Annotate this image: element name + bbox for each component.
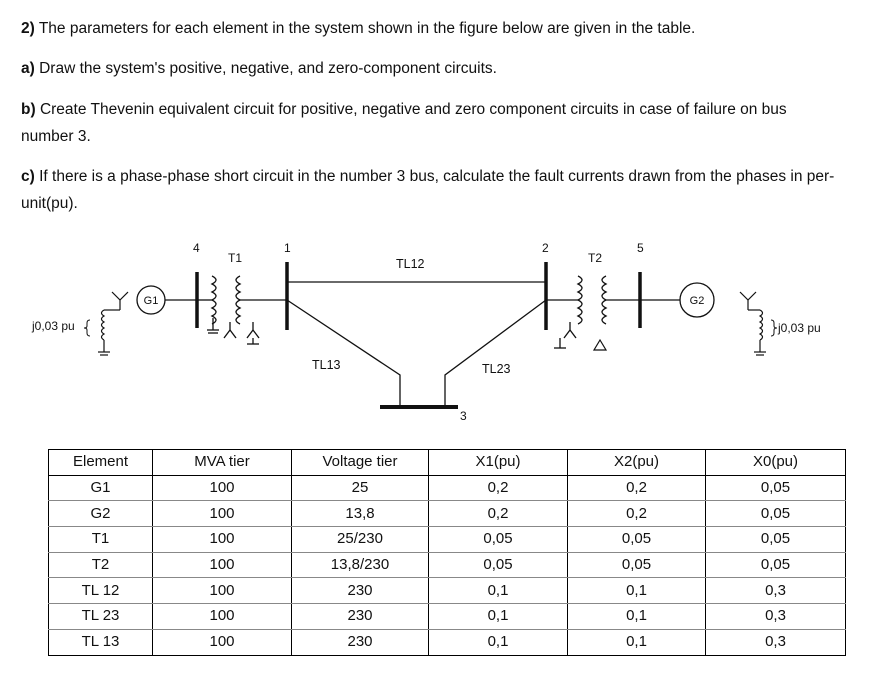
table-cell: T2 <box>49 552 153 578</box>
table-cell: 0,1 <box>568 629 706 655</box>
right-impedance-label: j0,03 pu <box>778 321 821 335</box>
table-cell: 13,8/230 <box>292 552 429 578</box>
table-row <box>49 629 846 655</box>
header-x2: X2(pu) <box>568 450 706 476</box>
table-row <box>49 527 846 553</box>
g1-label: G1 <box>143 295 159 307</box>
part-a-label: a) <box>21 60 35 77</box>
table-row <box>49 475 846 501</box>
t2-label: T2 <box>588 251 603 265</box>
line-tl23 <box>445 300 546 407</box>
bus-5-label: 5 <box>637 241 644 255</box>
table-cell: 230 <box>292 578 429 604</box>
table-cell: TL 13 <box>49 629 153 655</box>
g2-label: G2 <box>689 295 705 307</box>
table-cell: 25 <box>292 475 429 501</box>
table-cell: 100 <box>153 527 292 553</box>
table-cell: 0,2 <box>568 501 706 527</box>
one-line-diagram <box>0 225 872 430</box>
g2-grounding-wye-icon <box>740 292 766 355</box>
table-cell: TL 12 <box>49 578 153 604</box>
table-row <box>49 501 846 527</box>
table-cell: 0,1 <box>429 629 568 655</box>
table-cell: 0,05 <box>568 552 706 578</box>
table-cell: 0,2 <box>429 501 568 527</box>
table-cell: TL 23 <box>49 604 153 630</box>
table-cell: 0,05 <box>706 552 846 578</box>
table-cell: 230 <box>292 604 429 630</box>
part-a-text: Draw the system's positive, negative, and zero-component circuits. <box>34 60 497 77</box>
t1-label: T1 <box>228 251 243 265</box>
table-cell: 100 <box>153 501 292 527</box>
tl23-label: TL23 <box>482 362 511 376</box>
table-cell: 0,05 <box>429 552 568 578</box>
part-b-label: b) <box>21 101 36 118</box>
table-row <box>49 604 846 630</box>
part-a <box>21 55 841 82</box>
table-cell: 100 <box>153 578 292 604</box>
tl13-label: TL13 <box>312 358 341 372</box>
table-cell: 0,3 <box>706 629 846 655</box>
line-tl13 <box>287 300 400 407</box>
table-cell: 0,05 <box>706 475 846 501</box>
table-cell: 0,05 <box>429 527 568 553</box>
question-header <box>21 15 841 42</box>
table-cell: 0,2 <box>568 475 706 501</box>
table-cell: 0,05 <box>706 501 846 527</box>
question-number: 2) <box>21 20 35 37</box>
header-x1: X1(pu) <box>429 450 568 476</box>
bus-1-label: 1 <box>284 241 291 255</box>
table-cell: 25/230 <box>292 527 429 553</box>
part-c <box>21 163 841 217</box>
table-cell: 0,1 <box>568 604 706 630</box>
table-cell: 0,2 <box>429 475 568 501</box>
table-cell: 0,1 <box>429 604 568 630</box>
table-cell: 100 <box>153 552 292 578</box>
bus-2-label: 2 <box>542 241 549 255</box>
t1-transformer-icon <box>207 276 259 344</box>
header-voltage: Voltage tier <box>292 450 429 476</box>
table-cell: G1 <box>49 475 153 501</box>
table-cell: 100 <box>153 475 292 501</box>
table-cell: 0,1 <box>429 578 568 604</box>
table-cell: G2 <box>49 501 153 527</box>
table-cell: 100 <box>153 629 292 655</box>
table-cell: T1 <box>49 527 153 553</box>
part-c-label: c) <box>21 168 35 185</box>
table-cell: 0,05 <box>568 527 706 553</box>
part-b-text: Create Thevenin equivalent circuit for positive, negative and zero component circuits in case of failure on bus number 3. <box>21 101 787 145</box>
table-cell: 0,3 <box>706 604 846 630</box>
table-header-row <box>49 450 846 476</box>
table-cell: 0,3 <box>706 578 846 604</box>
g1-grounding-wye-icon <box>98 292 128 355</box>
tl12-label: TL12 <box>396 257 425 271</box>
table-cell: 13,8 <box>292 501 429 527</box>
question-text: The parameters for each element in the system shown in the figure below are given in the table. <box>34 20 696 37</box>
header-mva: MVA tier <box>153 450 292 476</box>
table-cell: 100 <box>153 604 292 630</box>
bus-4-label: 4 <box>193 241 200 255</box>
parameters-table <box>48 449 846 656</box>
table-cell: 0,1 <box>568 578 706 604</box>
left-impedance-label: j0,03 pu <box>32 319 75 333</box>
part-b <box>21 96 841 150</box>
bus-3-label: 3 <box>460 409 467 423</box>
header-element: Element <box>49 450 153 476</box>
t2-transformer-icon <box>554 276 606 350</box>
table-row <box>49 578 846 604</box>
table-cell: 230 <box>292 629 429 655</box>
header-x0: X0(pu) <box>706 450 846 476</box>
table-row <box>49 552 846 578</box>
table-cell: 0,05 <box>706 527 846 553</box>
part-c-text: If there is a phase-phase short circuit in the number 3 bus, calculate the fault currents drawn from the phases in per-unit(pu). <box>21 168 835 212</box>
